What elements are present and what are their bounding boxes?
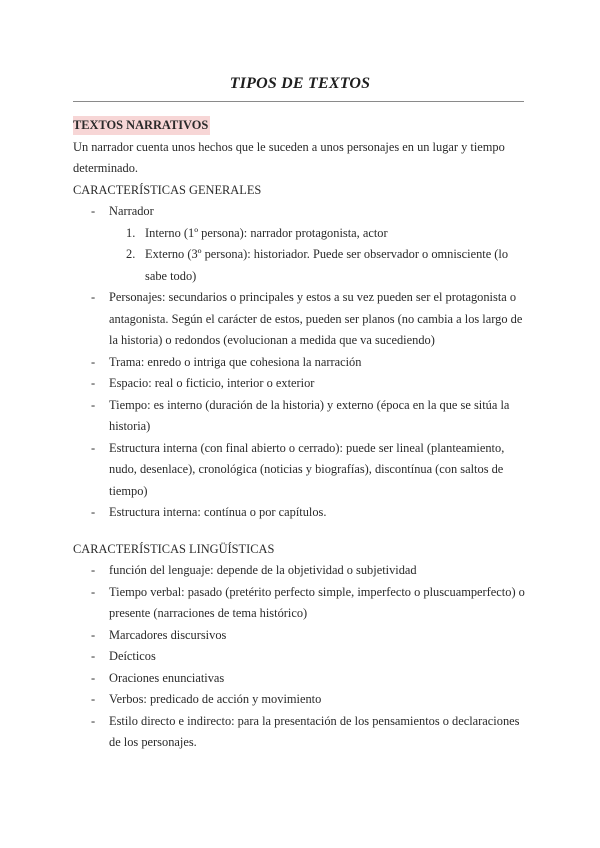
dash-bullet: -: [91, 584, 96, 599]
dash-bullet: -: [91, 713, 96, 728]
list-item-text: Personajes: secundarios o principales y estos a su vez pueden ser el protagonista o antagonista. Según el carácter de estos, pueden ser planos (no cambia a los largo de la historia) o redondos (evolucionan a medida que va sucediendo): [109, 290, 523, 347]
general-list: [73, 201, 533, 524]
list-item: [73, 560, 533, 582]
narrador-types-list: [109, 223, 533, 288]
list-item: [73, 287, 533, 352]
narrador-type-text: Externo (3º persona): historiador. Puede ser observador o omnisciente (lo sabe todo): [145, 247, 509, 283]
dash-bullet: -: [91, 204, 96, 218]
list-item-text: Estilo directo e indirecto: para la presentación de los pensamientos o declaraciones de los personajes.: [109, 713, 520, 749]
list-item-text: Estructura interna (con final abierto o cerrado): puede ser lineal (planteamiento, nudo, desenlace), cronológica (noticias y biografías), discontínua (con saltos de tiempo): [109, 440, 505, 498]
list-item: [73, 373, 533, 395]
list-item: [73, 646, 533, 668]
linguistic-heading: CARACTERÍSTICAS LINGÜÍSTICAS: [73, 541, 275, 556]
dash-bullet: -: [91, 649, 96, 663]
list-item-text: Estructura interna: contínua o por capítulos.: [109, 505, 327, 519]
list-item-text: Verbos: predicado de acción y movimiento: [109, 692, 322, 706]
list-item: [73, 668, 533, 690]
list-item: [73, 582, 533, 625]
dash-bullet: -: [91, 376, 96, 390]
linguistic-list: [73, 560, 533, 754]
list-item: [73, 625, 533, 647]
list-item-text: Deícticos: [109, 649, 156, 663]
number-marker: 2.: [126, 247, 136, 261]
list-item-text: Tiempo verbal: pasado (pretérito perfecto simple, imperfecto o pluscuamperfecto) o presente (narraciones de tema histórico): [109, 584, 525, 620]
narrador-label: Narrador: [109, 204, 154, 218]
dash-bullet: -: [91, 692, 96, 706]
document-title: TIPOS DE TEXTOS: [229, 75, 371, 92]
list-item-text: Trama: enredo o intriga que cohesiona la narración: [109, 354, 362, 369]
number-marker: 1.: [126, 225, 136, 240]
list-item: [73, 689, 533, 711]
dash-bullet: -: [91, 397, 96, 412]
dash-bullet: -: [91, 670, 96, 685]
list-item: [73, 352, 533, 374]
list-item-text: Marcadores discursivos: [109, 627, 227, 642]
title-divider: [73, 101, 524, 102]
list-item: [73, 438, 533, 503]
list-item-text: Oraciones enunciativas: [109, 670, 225, 685]
section-heading-narrativos: TEXTOS NARRATIVOS: [73, 116, 210, 135]
list-item: [73, 502, 533, 524]
narrador-type-item: [109, 244, 533, 287]
general-heading: CARACTERÍSTICAS GENERALES: [73, 182, 262, 197]
dash-bullet: -: [91, 563, 96, 577]
narrador-type-text: Interno (1º persona): narrador protagonista, actor: [145, 225, 388, 240]
list-item: [73, 395, 533, 438]
list-item-narrador: [73, 201, 533, 287]
dash-bullet: -: [91, 627, 96, 642]
narrador-type-item: [109, 223, 533, 245]
list-item-text: función del lenguaje: depende de la objetividad o subjetividad: [109, 563, 417, 577]
dash-bullet: -: [91, 354, 96, 369]
dash-bullet: -: [91, 290, 96, 304]
dash-bullet: -: [91, 440, 96, 455]
section-spacer: [73, 524, 533, 539]
list-item-text: Espacio: real o ficticio, interior o exterior: [109, 376, 315, 390]
list-item-text: Tiempo: es interno (duración de la historia) y externo (época en la que se sitúa la historia): [109, 397, 510, 433]
document-body: [73, 115, 533, 754]
intro-paragraph: Un narrador cuenta unos hechos que le suceden a unos personajes en un lugar y tiempo determinado.: [73, 139, 505, 175]
list-item: [73, 711, 533, 754]
dash-bullet: -: [91, 505, 96, 519]
